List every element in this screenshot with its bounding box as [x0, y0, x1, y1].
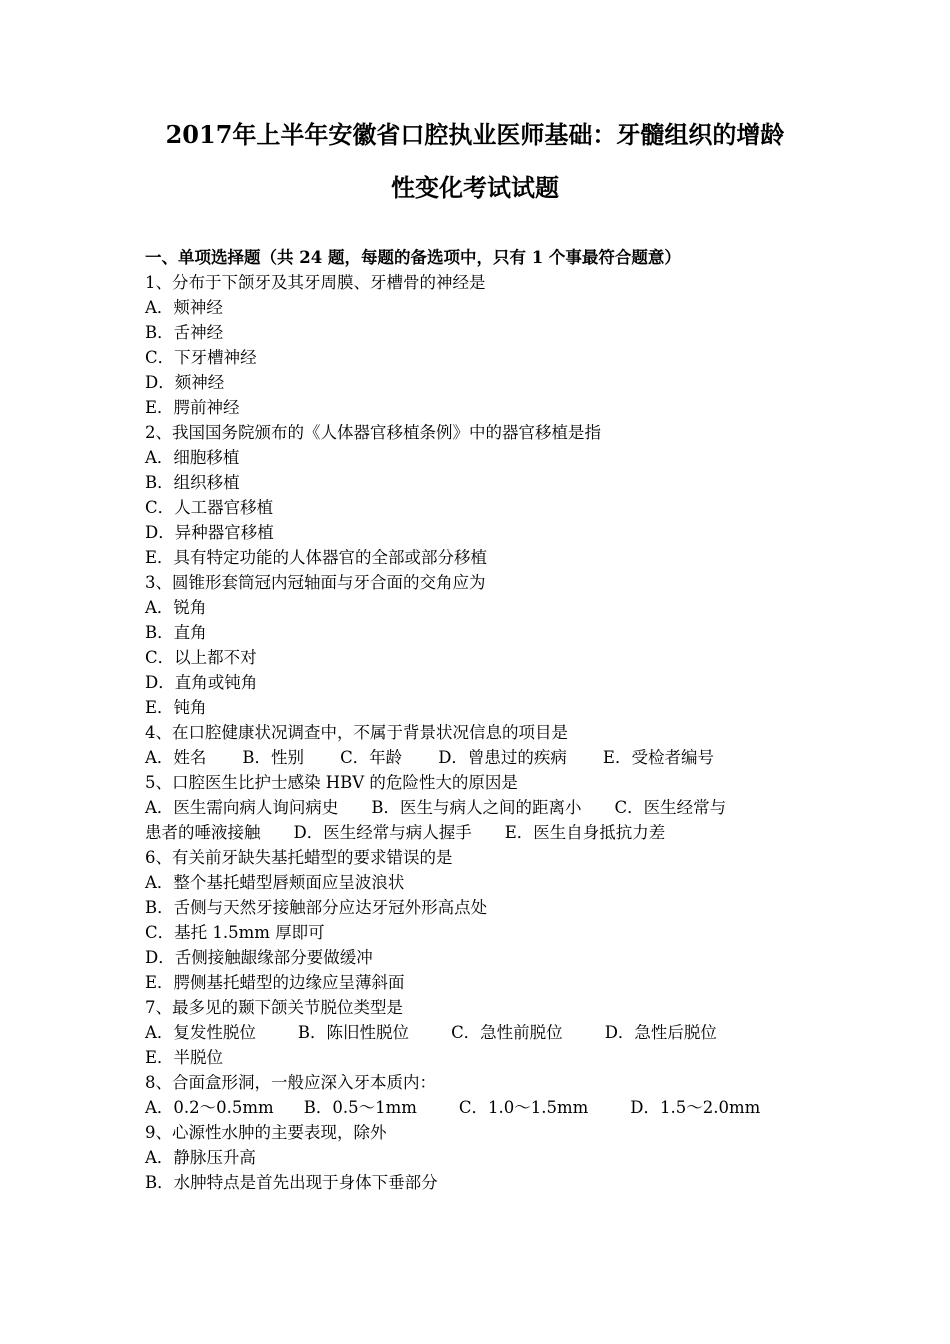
question-2-option-a: A．细胞移植	[145, 448, 240, 467]
question-2-option-c: C．人工器官移植	[145, 498, 274, 517]
question-2-option-e: E．具有特定功能的人体器官的全部或部分移植	[145, 548, 488, 567]
question-1-stem: 1、分布于下颌牙及其牙周膜、牙槽骨的神经是	[145, 273, 486, 292]
question-8-option-c: C．1.0～1.5mm	[458, 1098, 589, 1117]
question-7-option-e: E．半脱位	[145, 1048, 224, 1067]
question-3-option-d: D．直角或钝角	[145, 673, 258, 692]
question-9-option-a: A．静脉压升高	[145, 1148, 256, 1167]
question-3-option-c: C．以上都不对	[145, 648, 257, 667]
question-6-option-e: E．腭侧基托蜡型的边缘应呈薄斜面	[145, 973, 405, 992]
question-4-option-c: C．年龄	[340, 748, 403, 767]
question-6-option-b: B．舌侧与天然牙接触部分应达牙冠外形高点处	[145, 898, 488, 917]
document-title-line-2: 性变化考试试题	[391, 173, 559, 202]
question-3-option-b: B．直角	[145, 623, 207, 642]
question-2-option-b: B．组织移植	[145, 473, 240, 492]
question-2-option-d: D．异种器官移植	[145, 523, 274, 542]
question-8-option-b: B．0.5～1mm	[303, 1098, 417, 1117]
question-8-options-row	[145, 1095, 810, 1120]
question-8-stem: 8、合面盒形洞，一般应深入牙本质内：	[145, 1073, 436, 1092]
section-heading: 一、单项选择题（共 24 题，每题的备选项中，只有 1 个事最符合题意）	[145, 248, 681, 267]
document-body	[145, 245, 810, 1195]
question-4-option-a: A．姓名	[145, 748, 207, 767]
question-6-option-c: C．基托 1.5mm 厚即可	[145, 923, 325, 942]
question-3-stem: 3、圆锥形套筒冠内冠轴面与牙合面的交角应为	[145, 573, 486, 592]
question-4-options-row	[145, 745, 810, 770]
question-4-option-b: B．性别	[242, 748, 305, 767]
question-3-option-e: E．钝角	[145, 698, 207, 717]
question-1-option-d: D．颏神经	[145, 373, 225, 392]
question-7-option-a: A．复发性脱位	[145, 1023, 256, 1042]
question-4-stem: 4、在口腔健康状况调查中，不属于背景状况信息的项目是	[145, 723, 568, 742]
document-title-line-1: 2017年上半年安徽省口腔执业医师基础：牙髓组织的增龄	[165, 120, 785, 149]
question-7-option-c: C．急性前脱位	[451, 1023, 563, 1042]
question-3-option-a: A．锐角	[145, 598, 207, 617]
question-1-option-c: C．下牙槽神经	[145, 348, 257, 367]
question-7-option-d: D．急性后脱位	[604, 1023, 717, 1042]
question-6-stem: 6、有关前牙缺失基托蜡型的要求错误的是	[145, 848, 453, 867]
question-2-stem: 2、我国国务院颁布的《人体器官移植条例》中的器官移植是指	[145, 423, 601, 442]
question-5-stem: 5、口腔医生比护士感染 HBV 的危险性大的原因是	[145, 773, 518, 792]
question-1-option-a: A．颊神经	[145, 298, 223, 317]
question-9-stem: 9、心源性水肿的主要表现，除外	[145, 1123, 387, 1142]
question-6-option-d: D．舌侧接触龈缘部分要做缓冲	[145, 948, 373, 967]
question-6-option-a: A．整个基托蜡型唇颊面应呈波浪状	[145, 873, 405, 892]
question-4-option-d: D．曾患过的疾病	[438, 748, 567, 767]
question-8-option-a: A．0.2～0.5mm	[145, 1098, 274, 1117]
question-7-options-row	[145, 1020, 810, 1045]
question-7-stem: 7、最多见的颞下颌关节脱位类型是	[145, 998, 403, 1017]
question-5-options-line-1: A．医生需向病人询问病史 B．医生与病人之间的距离小 C．医生经常与	[145, 798, 727, 817]
question-1-option-e: E．腭前神经	[145, 398, 240, 417]
question-4-option-e: E．受检者编号	[602, 748, 714, 767]
question-8-option-d: D．1.5～2.0mm	[630, 1098, 761, 1117]
question-9-option-b: B．水肿特点是首先出现于身体下垂部分	[145, 1173, 438, 1192]
question-1-option-b: B．舌神经	[145, 323, 224, 342]
question-7-option-b: B．陈旧性脱位	[297, 1023, 410, 1042]
question-5-options-line-2: 患者的唾液接触 D．医生经常与病人握手 E．医生自身抵抗力差	[145, 823, 666, 842]
